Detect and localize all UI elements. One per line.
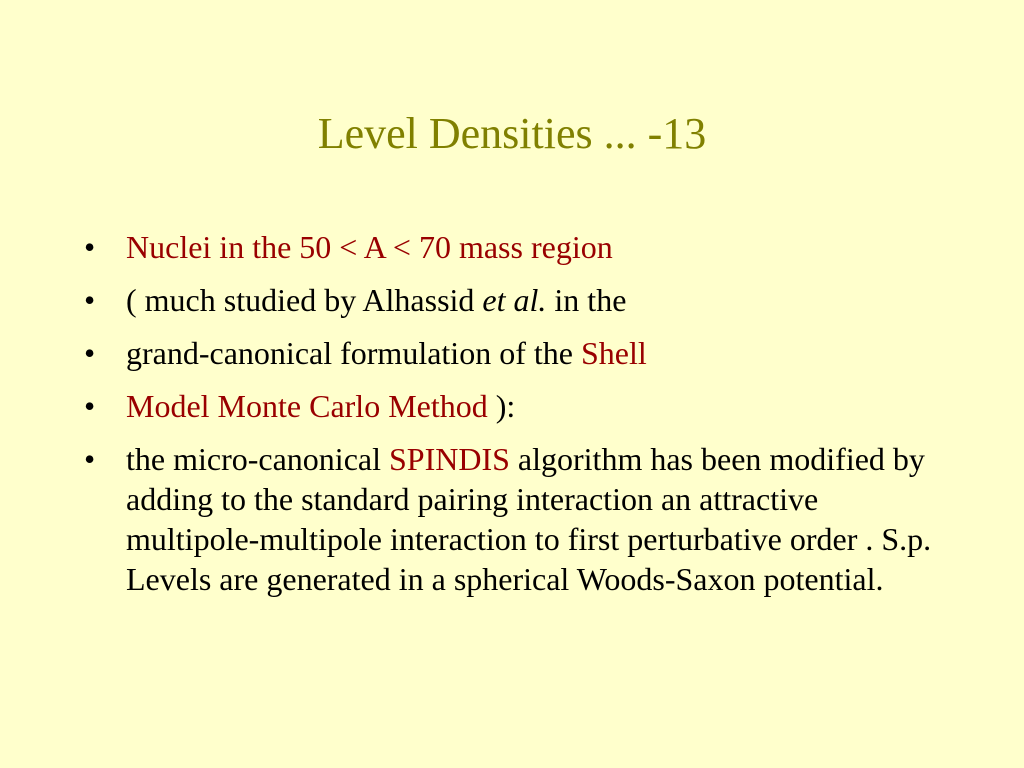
bullet-item-smmc <box>84 386 944 426</box>
bullet-text: Nuclei in the 50 < A < 70 mass region <box>126 229 613 265</box>
bullet-text-highlight: Shell <box>580 335 647 371</box>
bullet-text-italic: et al. <box>482 282 547 318</box>
bullet-text-highlight: Model Monte Carlo Method <box>126 388 488 424</box>
bullet-text: the micro-canonical <box>126 441 389 477</box>
bullet-text: in the <box>546 282 627 318</box>
bullet-text: grand-canonical formulation of the <box>126 335 581 371</box>
bullet-dot-icon: • <box>84 282 96 318</box>
bullet-dot-icon: • <box>84 335 96 371</box>
bullet-dot-icon: • <box>84 229 96 265</box>
bullet-dot-icon: • <box>84 388 96 424</box>
slide-title: Level Densities ... -13 <box>317 109 707 158</box>
bullet-text: algorithm has been modified by adding to the standard pairing interaction an attractive multipole-multipole interaction to first perturbative order . S.p. Levels are generated in a spherical Woods-Saxon potential. <box>126 441 932 597</box>
bullet-text: ( much studied by Alhassid <box>126 282 483 318</box>
bullet-item-mass-region <box>84 227 944 267</box>
bullet-list <box>84 227 944 612</box>
bullet-text: ): <box>487 388 516 424</box>
bullet-text-highlight: SPINDIS <box>388 441 510 477</box>
bullet-dot-icon: • <box>84 441 96 477</box>
bullet-item-grand-canonical <box>84 333 944 373</box>
bullet-item-spindis <box>84 439 944 599</box>
bullet-item-alhassid <box>84 280 944 320</box>
